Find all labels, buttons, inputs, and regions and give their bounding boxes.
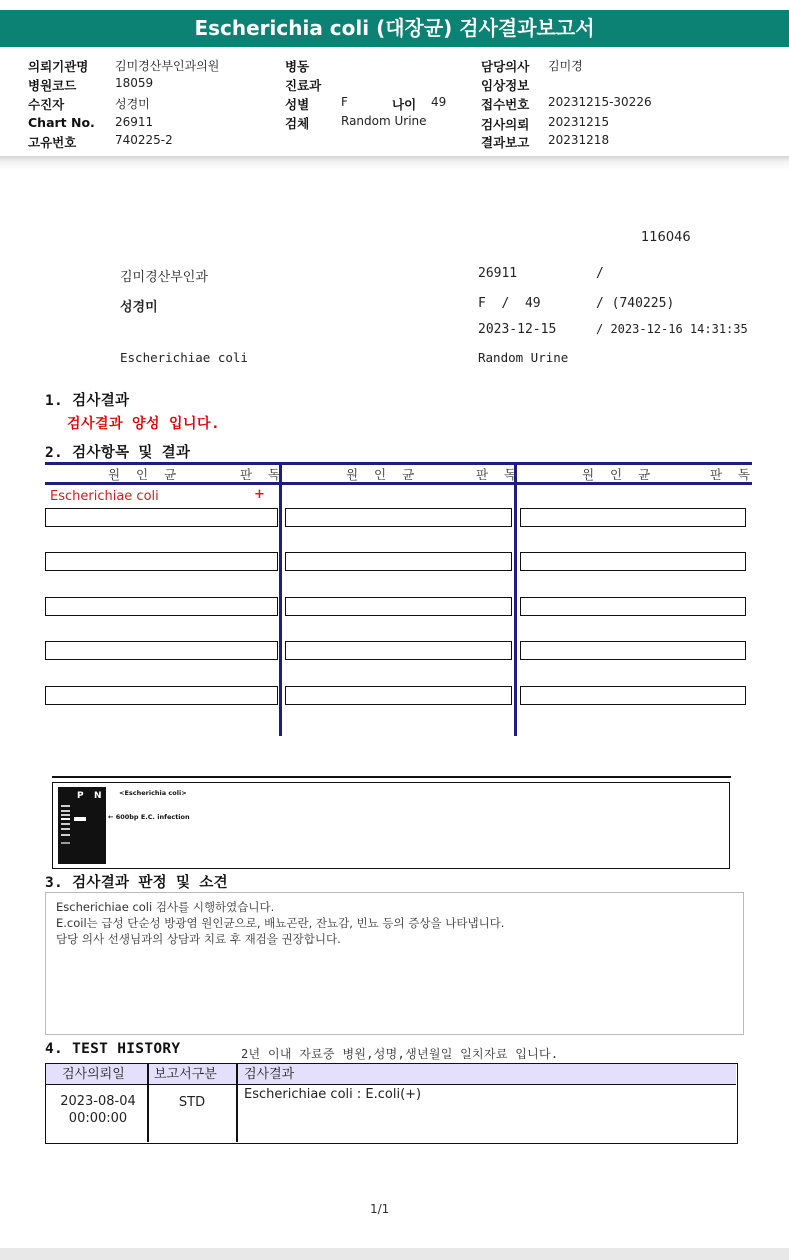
unique-id-value: 740225-2 <box>115 133 173 147</box>
ladder-band <box>61 818 70 820</box>
positive-band <box>74 817 86 821</box>
history-col-date: 검사의뢰일 <box>62 1067 125 1082</box>
section1-title: 1. 검사결과 <box>45 393 130 409</box>
requesting-org-value: 김미경산부인과의원 <box>115 59 220 73</box>
result-box <box>285 641 512 660</box>
ladder-band <box>61 805 70 807</box>
info-report-datetime: / 2023-12-16 14:31:35 <box>596 322 748 336</box>
lane-n-label: N <box>94 791 102 801</box>
report-header <box>0 48 789 156</box>
history-table <box>45 1063 738 1144</box>
result-box <box>520 686 746 705</box>
report-title: Escherichia coli (대장균) 검사결과보고서 <box>0 10 789 47</box>
page-number: 1/1 <box>370 1202 390 1216</box>
chart-no-label: Chart No. <box>28 115 95 130</box>
result-box <box>520 552 746 571</box>
positive-result: 검사결과 양성 입니다. <box>67 416 221 432</box>
info-patient: 성경미 <box>120 300 158 315</box>
hospital-code-label: 병원코드 <box>28 78 77 93</box>
info-chart: 26911 <box>478 266 518 281</box>
ladder-band <box>61 810 70 812</box>
request-date-value: 20231215 <box>548 115 610 129</box>
result-box <box>520 508 746 527</box>
section3-title: 3. 검사결과 판정 및 소견 <box>45 875 228 891</box>
report-date-label: 결과보고 <box>481 135 530 150</box>
report-code: 116046 <box>641 230 691 245</box>
col3-organism-head: 원 인 균 <box>582 467 657 482</box>
specimen-value: Random Urine <box>341 114 427 128</box>
result-box <box>285 552 512 571</box>
info-slash: / <box>596 266 604 281</box>
lane-p-label: P <box>77 791 84 801</box>
ladder-band <box>61 842 70 844</box>
sex-label: 성별 <box>285 97 310 112</box>
age-label: 나이 <box>392 97 417 112</box>
receipt-no-value: 20231215-30226 <box>548 95 652 109</box>
bottom-bar <box>0 1248 789 1260</box>
clinical-info-label: 임상정보 <box>481 78 530 93</box>
ward-label: 병동 <box>285 59 310 74</box>
col2-organism-head: 원 인 균 <box>346 467 421 482</box>
ladder-band <box>61 834 70 836</box>
receipt-no-label: 접수번호 <box>481 97 530 112</box>
grid-divider-1 <box>279 462 282 736</box>
result-box <box>520 641 746 660</box>
history-divider-2 <box>236 1064 238 1142</box>
result-box <box>285 597 512 616</box>
patient-label: 수진자 <box>28 97 65 112</box>
info-birth: / (740225) <box>596 296 675 311</box>
col1-judge-head: 판 독 <box>240 467 287 482</box>
info-organism: Escherichiae coli <box>120 350 248 365</box>
doctor-label: 담당의사 <box>481 59 530 74</box>
section4-title: 4. TEST HISTORY <box>45 1041 181 1057</box>
history-col-type: 보고서구분 <box>154 1067 217 1082</box>
col1-organism-head: 원 인 균 <box>108 467 183 482</box>
opinion-line: 담당 의사 선생님과의 상담과 치료 후 재검을 권장합니다. <box>56 932 341 946</box>
history-type: STD <box>178 1095 206 1110</box>
history-date: 2023-08-04 <box>60 1094 136 1109</box>
col3-judge-head: 판 독 <box>710 467 757 482</box>
ladder-band <box>61 814 70 816</box>
found-positive-mark: + <box>254 487 265 502</box>
age-value: 49 <box>431 95 447 109</box>
chart-no-value: 26911 <box>115 115 154 129</box>
gel-image-frame <box>52 782 730 869</box>
header-separator <box>0 156 789 170</box>
specimen-label: 검체 <box>285 116 310 131</box>
info-sex-age: F / 49 <box>478 296 541 311</box>
gel-caption: <Escherichia coli> <box>119 789 187 797</box>
opinion-line: Escherichiae coli 검사를 시행하였습니다. <box>56 900 275 914</box>
section2-title: 2. 검사항목 및 결과 <box>45 445 191 461</box>
result-box <box>45 597 278 616</box>
history-header-row <box>46 1064 736 1085</box>
unique-id-label: 고유번호 <box>28 135 77 150</box>
result-box <box>285 686 512 705</box>
request-date-label: 검사의뢰 <box>481 117 530 132</box>
info-specimen: Random Urine <box>478 350 569 365</box>
requesting-org-label: 의뢰기관명 <box>28 59 89 74</box>
history-col-result: 검사결과 <box>244 1067 295 1082</box>
found-organism: Escherichiae coli <box>50 489 159 504</box>
patient-value: 성경미 <box>115 97 150 111</box>
ladder-band <box>61 823 70 825</box>
sex-value: F <box>341 95 348 109</box>
history-time: 00:00:00 <box>68 1111 128 1126</box>
grid-divider-2 <box>514 462 517 736</box>
opinion-line: E.coil는 급성 단순성 방광염 원인균으로, 배뇨곤란, 잔뇨감, 빈뇨 등의 증상을 나타냅니다. <box>56 916 505 930</box>
ladder-band <box>61 828 70 830</box>
info-request-date: 2023-12-15 <box>478 322 557 337</box>
history-result: Escherichiae coli : E.coli(+) <box>244 1087 422 1102</box>
gel-image <box>58 787 106 864</box>
gel-band-label: ← 600bp E.C. infection <box>108 813 190 821</box>
department-label: 진료과 <box>285 78 322 93</box>
result-box <box>45 641 278 660</box>
result-box <box>285 508 512 527</box>
opinion-box <box>45 892 744 1035</box>
info-clinic: 김미경산부인과 <box>120 270 208 285</box>
report-date-value: 20231218 <box>548 133 610 147</box>
result-box <box>45 552 278 571</box>
history-note: 2년 이내 자료중 병원,성명,생년월일 일치자료 입니다. <box>241 1047 559 1061</box>
result-box <box>45 686 278 705</box>
gel-top-rule <box>52 776 731 778</box>
hospital-code-value: 18059 <box>115 76 154 90</box>
col2-judge-head: 판 독 <box>476 467 523 482</box>
doctor-value: 김미경 <box>548 59 583 73</box>
result-box <box>45 508 278 527</box>
result-box <box>520 597 746 616</box>
